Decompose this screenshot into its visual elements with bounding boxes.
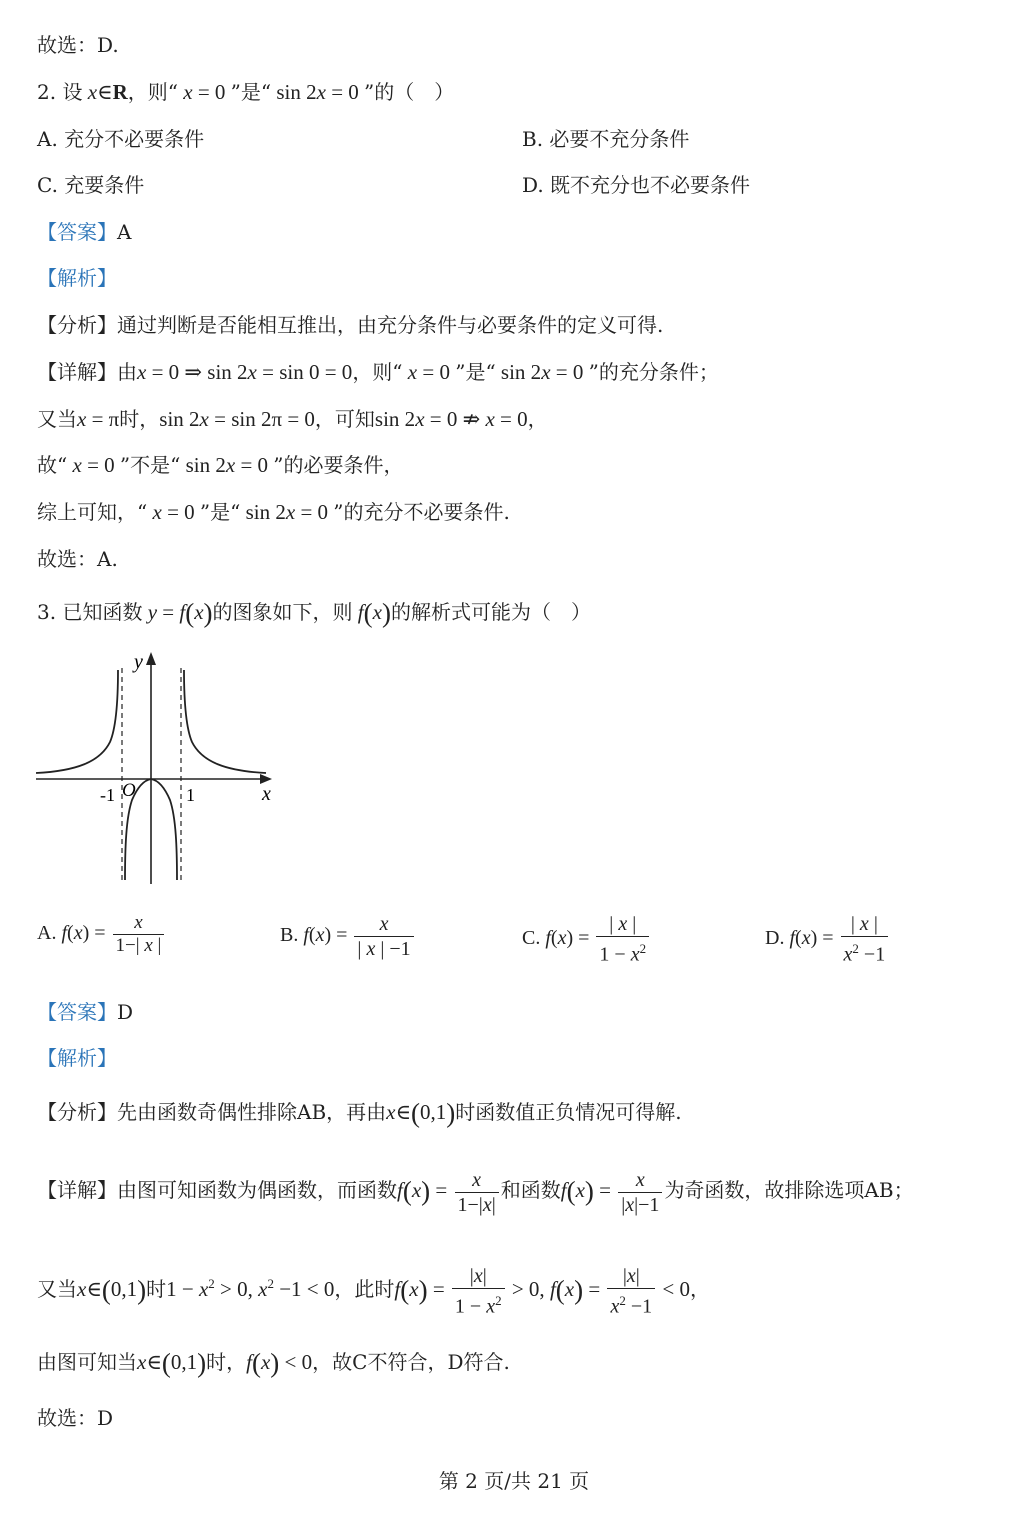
q3-analysis-tag: 【解析】 (37, 1046, 117, 1070)
q3-stem: 3. 已知函数 y = f(x)的图象如下，则 f(x)的解析式可能为（ ） (37, 598, 591, 628)
curve-right-outer (184, 670, 266, 773)
q3-option-d: D. f(x) = $\frac{| x |}{x^2 -1}$ (765, 912, 890, 967)
q2-option-c: C. 充要条件 (37, 173, 145, 197)
prev-choose: 故选：D. (37, 33, 119, 57)
x-axis-label: x (262, 783, 271, 805)
q2-detail-line-3: 故“ x = 0 ”不是“ sin 2x = 0 ”的必要条件， (37, 453, 404, 477)
q2-detail-line-4: 综上可知，“ x = 0 ”是“ sin 2x = 0 ”的充分不必要条件. (37, 500, 510, 524)
q3-detail-line-1: 【详解】由图可知函数为偶函数，而函数f(x) = $\frac{x}{1-|x|}$ 和函数f(x) = $\frac{x}{|x|-1}$ 为奇函数，故排除选项AB； (37, 1168, 914, 1216)
y-axis-arrow (146, 652, 156, 665)
origin-label: O (122, 780, 136, 801)
q2-detail-line-2: 又当x = π时，sin 2x = sin 2π = 0，可知sin 2x = 0 ⇏ x = 0， (37, 407, 548, 431)
q2-answer: 【答案】A (37, 220, 132, 244)
q3-detail-line-2: 又当x∈(0,1)时$1 - x^2 > 0$, $x^2 -1 < 0$，此时f(x) = $\frac{|x|}{1 - x^2}$ > 0, f(x) = $\frac{|x|}{x^2 -1}$ < 0， (37, 1264, 710, 1318)
function-graph (36, 648, 280, 886)
q3-option-a: A. f(x) = $\frac{x}{1-| x |}$ (37, 912, 166, 957)
q2-stem: 2. 设 x∈R，则“ x = 0 ”是“ sin 2x = 0 ”的（ ） (37, 80, 455, 104)
page-footer: 第 2 页/共 21 页 (438, 1469, 590, 1493)
tick-neg-one: -1 (100, 785, 115, 805)
q3-choose: 故选：D (37, 1406, 114, 1430)
q3-fenxi: 【分析】先由函数奇偶性排除AB，再由x∈(0,1)时函数值正负情况可得解. (37, 1098, 682, 1128)
q2-detail-line-1: 【详解】由x = 0 ⇒ sin 2x = sin 0 = 0，则“ x = 0 ”是“ sin 2x = 0 ”的充分条件； (37, 360, 719, 384)
q2-fenxi: 【分析】通过判断是否能相互推出，由充分条件与必要条件的定义可得. (37, 313, 664, 337)
q3-option-c: C. f(x) = $\frac{| x |}{1 - x^2}$ (522, 912, 651, 967)
q2-option-a: A. 充分不必要条件 (37, 127, 205, 151)
q2-option-b: B. 必要不充分条件 (522, 127, 690, 151)
tick-pos-one: 1 (186, 785, 195, 805)
y-axis-label: y (134, 651, 143, 673)
q3-option-b: B. f(x) = $\frac{x}{| x | -1}$ (280, 912, 416, 961)
q3-detail-line-3: 由图可知当x∈(0,1)时，f(x) < 0，故C不符合，D符合. (37, 1348, 510, 1378)
q2-option-d: D. 既不充分也不必要条件 (522, 173, 751, 197)
q3-answer: 【答案】D (37, 1000, 134, 1024)
q2-choose: 故选：A. (37, 547, 118, 571)
curve-left-outer (36, 670, 118, 773)
q2-analysis-tag: 【解析】 (37, 266, 117, 290)
